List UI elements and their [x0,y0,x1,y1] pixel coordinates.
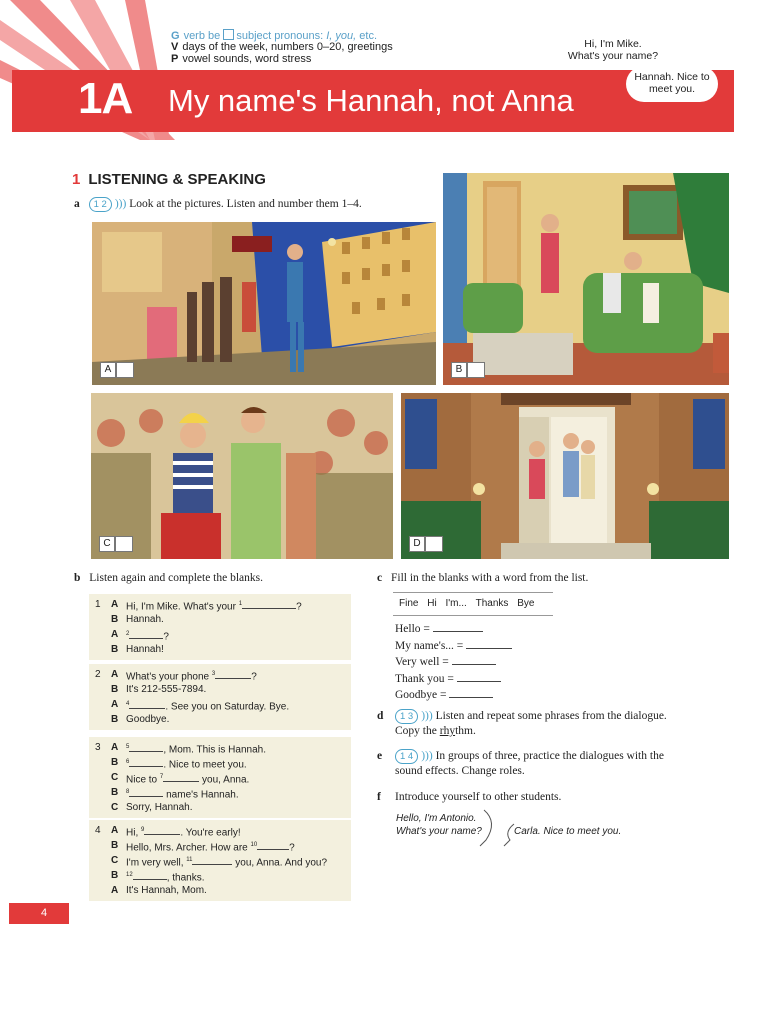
dialogue-text-post: you, Anna. [199,774,250,786]
answer-blank[interactable] [215,668,251,679]
dialogue-text-post: you, Anna. And you? [232,857,328,869]
dialogue-text-pre: Hannah! [126,644,164,655]
grammar-text: verb be [183,30,221,42]
dialogue-line [89,868,351,883]
dialogue-line [89,838,351,853]
speaker-label: A [111,742,119,753]
dialogue-line [89,740,351,755]
grammar-text2: subject pronouns: [236,30,324,42]
night-street-scene [92,222,436,385]
example1-line1: Hello, I'm Antonio. [396,813,477,824]
bubble2-line1: Hannah. Nice to [634,71,710,83]
dialogue-text-post: , Mom. This is Hannah. [163,744,266,756]
dialogue-number: 4 [95,825,101,836]
blank-number: 3 [211,671,216,677]
stressed-syllable: rhy [439,725,456,737]
dialogue-text-pre: Goodbye. [126,714,170,725]
speaker-label: B [111,787,119,798]
exercise-c-text: Fill in the blanks with a word from the list. [390,572,589,584]
picture-c-label: C [99,536,115,552]
blank-number: 1 [238,601,243,607]
speaker-label: C [111,772,119,783]
blank-number: 8 [126,789,130,795]
pron-label: P [171,53,179,65]
word-item: I'm... [445,598,467,609]
blank-number: 2 [126,631,130,637]
front-door-scene [401,393,729,559]
dialogue-text-post: ? [163,631,169,643]
speaker-label: B [111,757,119,768]
section-title: LISTENING & SPEAKING [88,171,266,188]
exercise-d [377,709,747,741]
picture-c[interactable] [91,393,393,559]
dialogue-text-post: ? [296,601,302,613]
dialogue-4 [89,820,351,901]
dialogue-text-pre: What's your phone [126,671,212,683]
dialogue-text-post: . Nice to meet you. [163,759,247,771]
grammar-etc: etc. [359,30,377,42]
exercise-e-letter: e [377,750,383,762]
exercise-f [377,790,747,806]
fill-item-label: My name's... = [395,640,464,652]
grammar-pronouns: I, you, [326,30,357,42]
picture-b[interactable] [443,173,729,385]
blank-number: 10 [250,842,258,848]
exercise-d-text2a: Copy the [395,725,440,737]
bubble1-line2: What's your name? [567,50,659,62]
answer-blank[interactable] [129,741,163,752]
word-item: Thanks [475,598,509,609]
dialogue-text-pre: Sorry, Hannah. [126,802,193,813]
dialogue-text [126,712,169,727]
speaker-label: B [111,840,119,851]
section-number: 1 [72,171,81,188]
exercise-d-letter: d [377,710,384,722]
dialogue-2 [89,664,351,730]
dialogue-text-post: ? [289,842,295,854]
living-room-scene [443,173,729,385]
dialogue-line [89,612,351,627]
audio-wave-icon: ))) [421,750,433,762]
pron-text: vowel sounds, word stress [182,53,312,65]
exercise-e-text2: sound effects. Change roles. [395,765,525,777]
fill-blank[interactable] [433,621,483,632]
dialogue-1 [89,594,351,660]
dialogue-line [89,642,351,657]
dialogue-text-pre: Nice to [126,774,160,786]
audio-track-icon[interactable]: 1 2 [89,197,112,212]
exercise-a [74,197,362,212]
grammar-label: G [171,30,180,42]
dialogue-text-post: name's Hannah. [163,789,239,801]
dialogue-text [126,883,207,898]
exercise-f-text: Introduce yourself to other students. [395,791,562,803]
section-heading [72,171,266,188]
audio-wave-icon: ))) [114,198,127,210]
blank-number: 4 [126,701,130,707]
vocab-label: V [171,41,179,53]
example-bubble-carla: Carla. Nice to meet you. [514,826,622,837]
dialogue-line [89,823,351,838]
exercise-a-text: Look at the pictures. Listen and number them 1–4. [129,198,362,210]
blank-number: 9 [141,827,145,833]
vocab-text: days of the week, numbers 0–20, greetings [182,41,393,53]
plus-minus-question-icon [223,29,234,40]
speaker-label: A [111,629,119,640]
dialogue-text-post: . See you on Saturday. Bye. [165,701,290,713]
speaker-label: A [111,699,119,710]
bubble2-line2: meet you. [648,83,696,95]
dialogue-number: 2 [95,669,101,680]
fill-blank[interactable] [466,638,512,649]
fill-blank[interactable] [452,654,496,665]
fill-item-label: Very well = [395,656,449,668]
fill-item [395,638,512,652]
dialogue-number: 3 [95,742,101,753]
answer-blank[interactable] [129,786,163,797]
fill-item [395,671,501,685]
dialogue-line [89,667,351,682]
dialogue-text-pre: Hi, [126,827,141,839]
fill-item-label: Goodbye = [395,689,447,701]
fill-item [395,687,493,701]
speech-bubble-mike [556,34,670,66]
audio-track-icon[interactable]: 1 3 [395,709,418,724]
answer-blank[interactable] [163,771,199,782]
speaker-label: A [111,599,119,610]
speaker-label: B [111,644,119,655]
dialogue-text-pre: It's Hannah, Mom. [126,885,207,896]
blank-number: 12 [126,872,133,878]
dialogue-text [126,800,193,815]
pronunciation-focus [171,53,311,66]
dialogue-line [89,682,351,697]
answer-blank[interactable] [133,869,167,880]
exercise-c [377,572,588,584]
fill-item-label: Thank you = [395,673,454,685]
answer-blank[interactable] [192,854,232,865]
dialogue-text-post: , thanks. [166,872,205,884]
example1-line2: What's your name? [396,826,482,837]
blank-number: 7 [159,774,164,780]
word-item: Hi [427,598,437,609]
fill-blank[interactable] [457,671,501,682]
fill-blank[interactable] [449,687,493,698]
exercise-b [74,572,263,584]
word-item: Fine [399,598,419,609]
dialogue-line [89,785,351,800]
speaker-label: C [111,855,119,866]
fill-item [395,621,483,635]
bubble1-line1: Hi, I'm Mike. [584,38,642,50]
speaker-label: B [111,614,119,625]
speaker-label: A [111,885,119,896]
dialogue-text-pre: I'm very well, [126,857,187,869]
fill-item [395,654,496,668]
speaker-label: C [111,802,119,813]
dialogue-text [126,642,164,657]
blank-number: 5 [126,744,130,750]
answer-blank[interactable] [242,598,296,609]
dialogue-text-pre: Hannah. [126,614,164,625]
dialogue-text-pre: It's 212-555-7894. [126,684,207,695]
exercise-e-text1: In groups of three, practice the dialogues with the [435,750,664,762]
speaker-label: A [111,669,119,680]
dialogue-line [89,697,351,712]
audio-track-icon[interactable]: 1 4 [395,749,418,764]
speaker-label: A [111,825,119,836]
dialogue-line [89,755,351,770]
speaker-label: B [111,870,119,881]
picture-d-label: D [409,536,425,552]
unit-number: 1A [78,74,133,123]
exercise-e [377,749,747,781]
dialogue-line [89,712,351,727]
blank-number: 6 [126,759,130,765]
dialogue-line [89,627,351,642]
dialogue-line [89,883,351,898]
picture-d[interactable] [401,393,729,559]
word-list [393,592,553,616]
exercise-b-text: Listen again and complete the blanks. [89,572,264,584]
page-title: My name's Hannah, not Anna [168,83,574,118]
exercise-b-letter: b [74,572,81,584]
example-bubble-antonio [396,812,482,838]
blank-number: 11 [186,857,193,863]
dialogue-text [126,682,206,697]
fill-item-label: Hello = [395,623,430,635]
page-number: 4 [9,903,69,924]
picture-a[interactable] [92,222,436,385]
party-crowd-scene [91,393,393,559]
dialogue-text-post: ? [251,671,257,683]
dialogue-line [89,597,351,612]
answer-blank[interactable] [129,756,163,767]
dialogue-3 [89,737,351,818]
dialogue-text [126,612,164,627]
speech-bubble-hannah [626,66,718,102]
speaker-label: B [111,714,119,725]
dialogue-line [89,770,351,785]
dialogue-line [89,800,351,815]
exercise-d-text1: Listen and repeat some phrases from the dialogue. [435,710,667,722]
picture-a-label: A [100,362,116,378]
audio-wave-icon: ))) [421,710,433,722]
exercise-d-text2c: thm. [455,725,476,737]
dialogue-text-post: . You're early! [180,827,241,839]
answer-blank[interactable] [129,698,165,709]
exercise-c-letter: c [377,572,383,584]
speaker-label: B [111,684,119,695]
word-item: Bye [517,598,535,609]
answer-blank[interactable] [144,824,180,835]
dialogue-number: 1 [95,599,101,610]
exercise-a-letter: a [74,198,80,210]
dialogue-text-pre: Hello, Mrs. Archer. How are [126,842,251,854]
exercise-f-letter: f [377,791,381,803]
picture-b-label: B [451,362,467,378]
dialogue-text-pre: Hi, I'm Mike. What's your [126,601,239,613]
answer-blank[interactable] [257,839,289,850]
answer-blank[interactable] [129,628,163,639]
dialogue-line [89,853,351,868]
